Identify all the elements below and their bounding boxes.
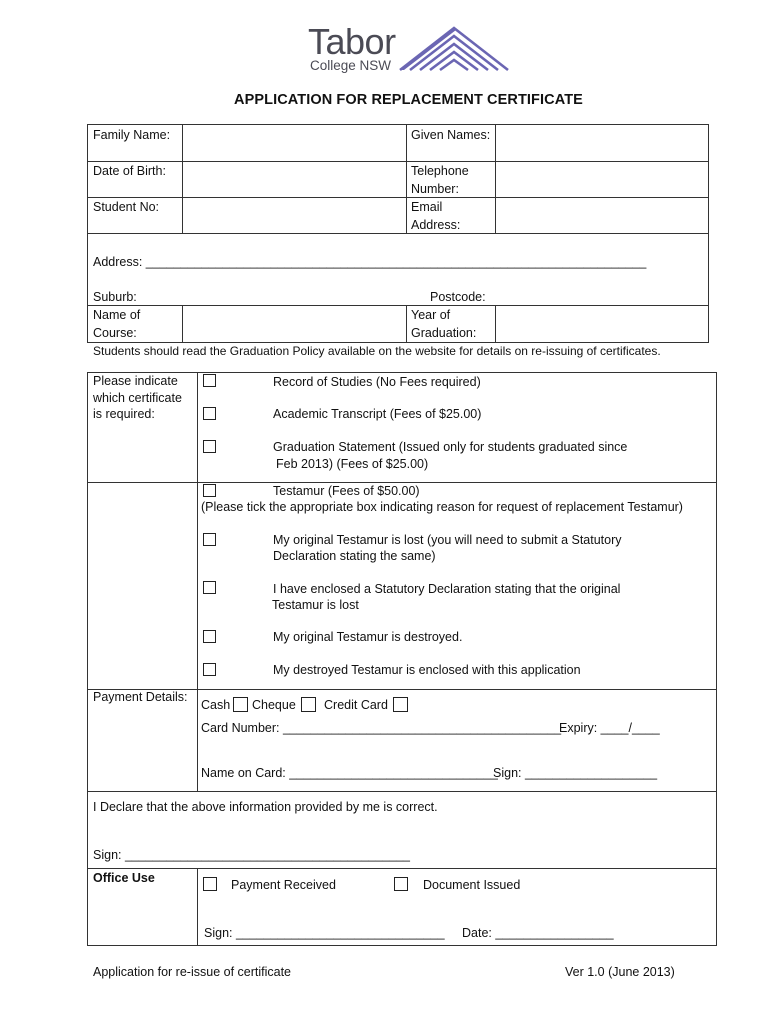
office-date-field[interactable]: Date: _________________ [462,926,614,940]
col-divider [406,305,407,343]
row-divider [87,305,709,306]
statutory-declaration-label-cont: Testamur is lost [272,598,359,612]
record-of-studies-label: Record of Studies (No Fees required) [273,375,481,389]
col-divider [197,372,198,791]
given-names-label: Given Names: [411,128,491,142]
destroyed-enclosed-checkbox[interactable] [203,663,216,676]
card-number-field[interactable]: Card Number: ________________________________________ [201,721,562,735]
row-divider [87,161,709,162]
email-field[interactable] [497,199,707,232]
row-divider [87,197,709,198]
logo-wordmark: Tabor [308,21,396,62]
graduation-statement-label-cont: Feb 2013) (Fees of $25.00) [276,457,429,471]
cash-checkbox[interactable] [233,697,248,712]
col-divider [182,305,183,343]
destroyed-enclosed-label: My destroyed Testamur is enclosed with this application [273,663,581,677]
telephone-label: Telephone Number: [411,164,469,196]
postcode-field[interactable]: Postcode: [430,290,486,304]
academic-transcript-label: Academic Transcript (Fees of $25.00) [273,407,482,421]
graduation-statement-label: Graduation Statement (Issued only for students graduated since [273,440,628,454]
row-divider [87,868,717,869]
page-title: APPLICATION FOR REPLACEMENT CERTIFICATE [234,92,583,108]
dob-field[interactable] [184,163,404,196]
col-divider [495,305,496,343]
expiry-field[interactable]: Expiry: ____/____ [559,721,660,735]
certificate-prompt: Please indicate which certificate is required: [93,374,182,421]
logo-mountain-icon [398,24,510,72]
dob-label: Date of Birth: [93,164,166,178]
statutory-declaration-checkbox[interactable] [203,581,216,594]
graduation-statement-checkbox[interactable] [203,440,216,453]
given-names-field[interactable] [497,126,707,159]
payment-sign-field[interactable]: Sign: ___________________ [493,766,658,780]
family-name-field[interactable] [184,126,404,159]
col-divider [495,124,496,233]
student-no-label: Student No: [93,200,160,214]
footer-left: Application for re-issue of certificate [93,965,292,979]
office-use-label: Office Use [93,871,155,885]
document-issued-label: Document Issued [423,878,521,892]
testamur-destroyed-checkbox[interactable] [203,630,216,643]
declaration-text: I Declare that the above information provided by me is correct. [93,800,438,814]
email-label: Email Address: [411,200,461,232]
course-field[interactable] [184,307,404,341]
payment-received-checkbox[interactable] [203,877,217,891]
testamur-checkbox[interactable] [203,484,216,497]
address-field[interactable]: Address: ________________________________________________________________________ [93,255,647,269]
name-on-card-field[interactable]: Name on Card: ______________________________ [201,766,498,780]
col-divider [182,124,183,233]
credit-card-label: Credit Card [324,698,388,712]
record-of-studies-checkbox[interactable] [203,374,216,387]
testamur-lost-label-cont: Declaration stating the same) [273,549,436,563]
testamur-label: Testamur (Fees of $50.00) [273,484,420,498]
cheque-label: Cheque [252,698,296,712]
payment-received-label: Payment Received [231,878,336,892]
student-no-field[interactable] [184,199,404,232]
col-divider [197,868,198,946]
grad-year-label: Year of Graduation: [411,308,477,340]
telephone-field[interactable] [497,163,707,196]
academic-transcript-checkbox[interactable] [203,407,216,420]
family-name-label: Family Name: [93,128,171,142]
office-sign-field[interactable]: Sign: ______________________________ [204,926,445,940]
testamur-instruction: (Please tick the appropriate box indicating reason for request of replacement Testamur) [201,500,683,514]
credit-card-checkbox[interactable] [393,697,408,712]
testamur-lost-checkbox[interactable] [203,533,216,546]
cheque-checkbox[interactable] [301,697,316,712]
footer-version: Ver 1.0 (June 2013) [565,965,675,979]
payment-label: Payment Details: [93,690,188,704]
statutory-declaration-label: I have enclosed a Statutory Declaration stating that the original [273,582,621,596]
declaration-sign-field[interactable]: Sign: _________________________________________ [93,848,410,862]
row-divider [87,233,709,234]
col-divider [406,124,407,233]
testamur-lost-label: My original Testamur is lost (you will need to submit a Statutory [273,533,622,547]
document-issued-checkbox[interactable] [394,877,408,891]
policy-note: Students should read the Graduation Policy available on the website for details on re-issuing of certificates. [93,344,661,358]
testamur-destroyed-label: My original Testamur is destroyed. [273,630,463,644]
grad-year-field[interactable] [497,307,707,341]
logo-subtitle: College NSW [310,58,392,73]
cash-label: Cash [201,698,231,712]
row-divider [87,791,717,792]
course-label: Name of Course: [93,308,141,340]
suburb-field[interactable]: Suburb: [93,290,137,304]
